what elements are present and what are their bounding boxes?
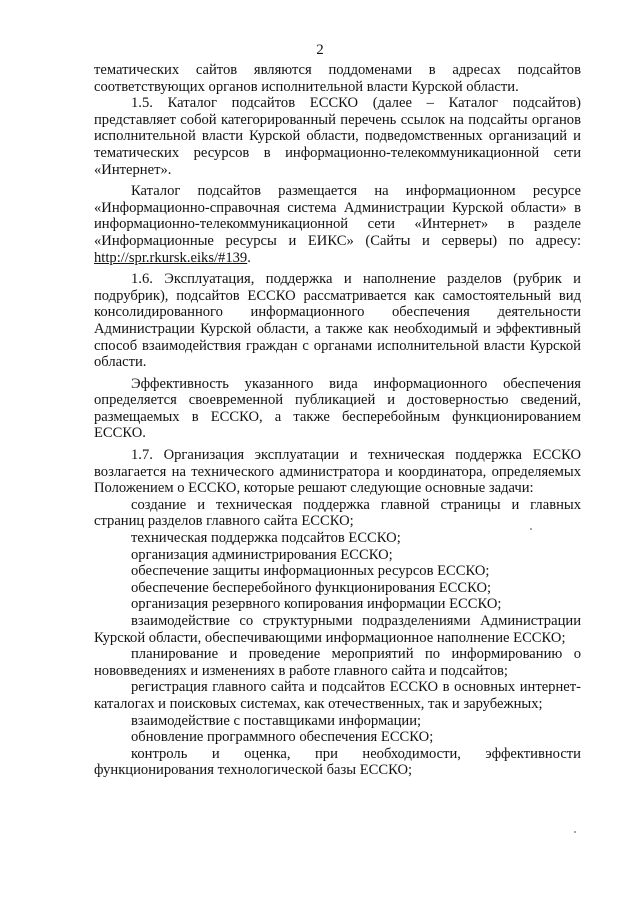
task-item: регистрация главного сайта и подсайтов ЕССКО в основных интернет-каталогах и поисковых системах, как отечественных, так и зарубежных; xyxy=(94,679,581,712)
task-item: взаимодействие со структурными подразделениями Администрации Курской области, обеспечивающими информационное наполнение ЕССКО; xyxy=(94,613,581,646)
task-item: организация резервного копирования информации ЕССКО; xyxy=(131,596,502,613)
scan-speck xyxy=(574,831,576,833)
catalog-suffix: . xyxy=(247,249,251,266)
task-item: организация администрирования ЕССКО; xyxy=(131,546,393,563)
task-item: обновление программного обеспечения ЕССКО; xyxy=(131,729,434,746)
task-item: планирование и проведение мероприятий по информированию о нововведениях и изменениях в работе главного сайта и подсайтов; xyxy=(94,646,581,679)
paragraph-1-7: 1.7. Организация эксплуатации и техническая поддержка ЕССКО возлагается на технического администратора и координатора, определяемых Положением о ЕССКО, которые решают следующие основные задачи: xyxy=(94,447,581,497)
document-body xyxy=(94,62,581,779)
paragraph-efficiency: Эффективность указанного вида информационного обеспечения определяется своевременной публикацией и достоверностью сведений, размещаемых в ЕССКО, а также бесперебойным функционированием ЕССКО. xyxy=(94,375,581,442)
task-item: контроль и оценка, при необходимости, эффективности функционирования технологической базы ЕССКО; xyxy=(94,745,581,779)
paragraph-catalog xyxy=(94,183,581,266)
task-item: создание и техническая поддержка главной страницы и главных страниц разделов главного сайта ЕССКО; xyxy=(94,496,581,530)
catalog-link[interactable]: http://spr.rkursk.eiks/#139 xyxy=(94,249,248,266)
scan-speck xyxy=(530,528,532,530)
task-item: обеспечение бесперебойного функционирования ЕССКО; xyxy=(131,579,492,596)
task-item: взаимодействие с поставщиками информации; xyxy=(131,712,422,729)
catalog-text: Каталог подсайтов размещается на информационном ресурсе «Информационно-справочная система Администрации Курской области» в информационно-телекоммуникационной сети «Интернет» в разделе «Информационные ресурсы и ЕИКС» (Сайты и серверы) по адресу: xyxy=(94,183,581,249)
task-item: обеспечение защиты информационных ресурсов ЕССКО; xyxy=(131,563,490,580)
page-number: 2 xyxy=(316,42,324,58)
paragraph-1-5: 1.5. Каталог подсайтов ЕССКО (далее – Каталог подсайтов) представляет собой категорированный перечень ссылок на подсайты органов исполнительной власти Курской области, подведомственных организаций и тематических ресурсов в информационно-телекоммуникационной сети «Интернет». xyxy=(94,95,581,178)
paragraph-1-6: 1.6. Эксплуатация, поддержка и наполнение разделов (рубрик и подрубрик), подсайтов ЕССКО рассматривается как самостоятельный вид консолидированного информационного обеспечения деятельности Администрации Курской области, а также как необходимый и эффективный способ взаимодействия граждан с органами исполнительной власти Курской области. xyxy=(94,271,581,371)
paragraph-intro: тематических сайтов являются поддоменами в адресах подсайтов соответствующих органов исполнительной власти Курской области. xyxy=(94,62,581,95)
task-item: техническая поддержка подсайтов ЕССКО; xyxy=(131,530,401,547)
